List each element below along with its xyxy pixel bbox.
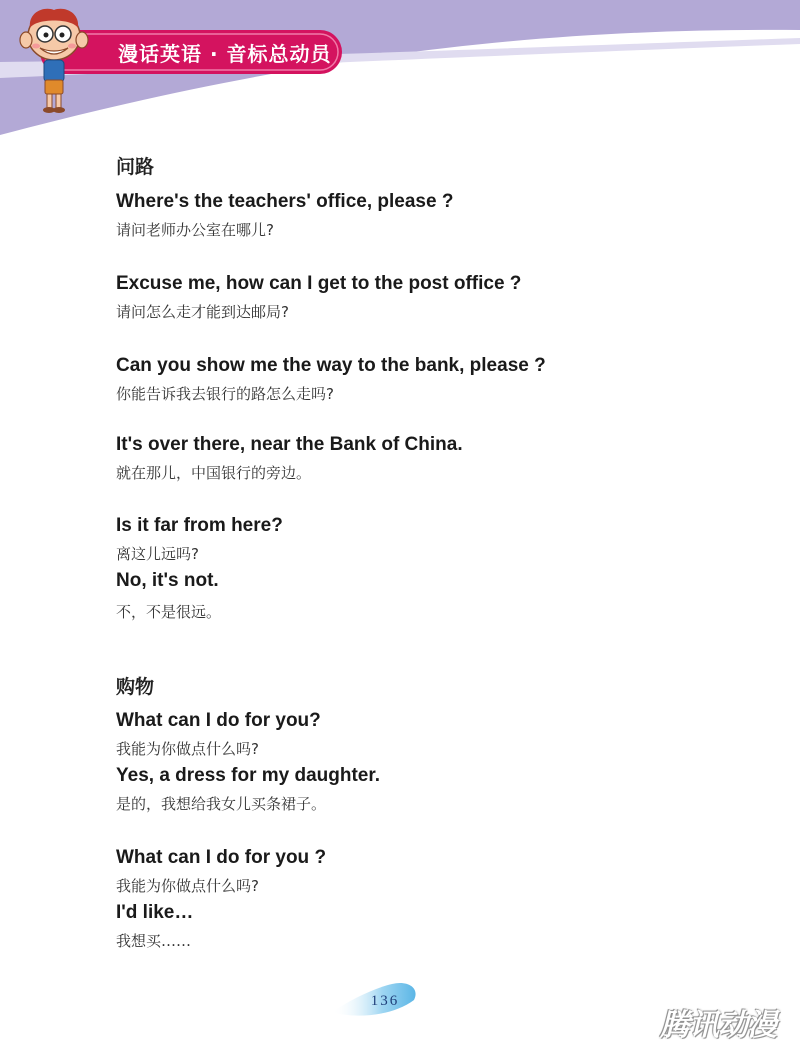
chinese-translation: 不，不是很远。	[116, 603, 222, 621]
chinese-translation: 我能为你做点什么吗?	[116, 740, 259, 758]
chinese-translation: 请问怎么走才能到达邮局?	[116, 303, 289, 321]
english-sentence: It's over there, near the Bank of China.	[116, 434, 463, 455]
english-sentence: What can I do for you ?	[116, 847, 327, 868]
page-number: 136	[370, 993, 400, 1009]
english-sentence: Is it far from here?	[116, 515, 283, 536]
chinese-translation: 我想买……	[116, 932, 192, 950]
watermark-logo: 腾讯动漫	[660, 1008, 776, 1043]
banner-title: 漫话英语 · 音标总动员	[118, 42, 332, 66]
chinese-translation: 我能为你做点什么吗?	[116, 877, 259, 895]
english-sentence: Yes, a dress for my daughter.	[116, 765, 380, 786]
chinese-translation: 你能告诉我去银行的路怎么走吗?	[116, 385, 334, 403]
chinese-translation: 是的，我想给我女儿买条裙子。	[116, 795, 327, 813]
english-sentence: No, it's not.	[116, 570, 219, 591]
english-sentence: What can I do for you?	[116, 710, 321, 731]
section-heading-directions: 问路	[116, 156, 155, 178]
english-sentence: Where's the teachers' office, please ?	[116, 191, 454, 212]
english-sentence: Can you show me the way to the bank, please ?	[116, 355, 546, 376]
english-sentence: Excuse me, how can I get to the post office ?	[116, 273, 522, 294]
chinese-translation: 就在那儿，中国银行的旁边。	[116, 464, 312, 482]
english-sentence: I'd like…	[116, 902, 194, 923]
section-heading-shopping: 购物	[116, 676, 155, 698]
chinese-translation: 请问老师办公室在哪儿?	[116, 221, 274, 239]
chinese-translation: 离这儿远吗?	[116, 545, 199, 563]
